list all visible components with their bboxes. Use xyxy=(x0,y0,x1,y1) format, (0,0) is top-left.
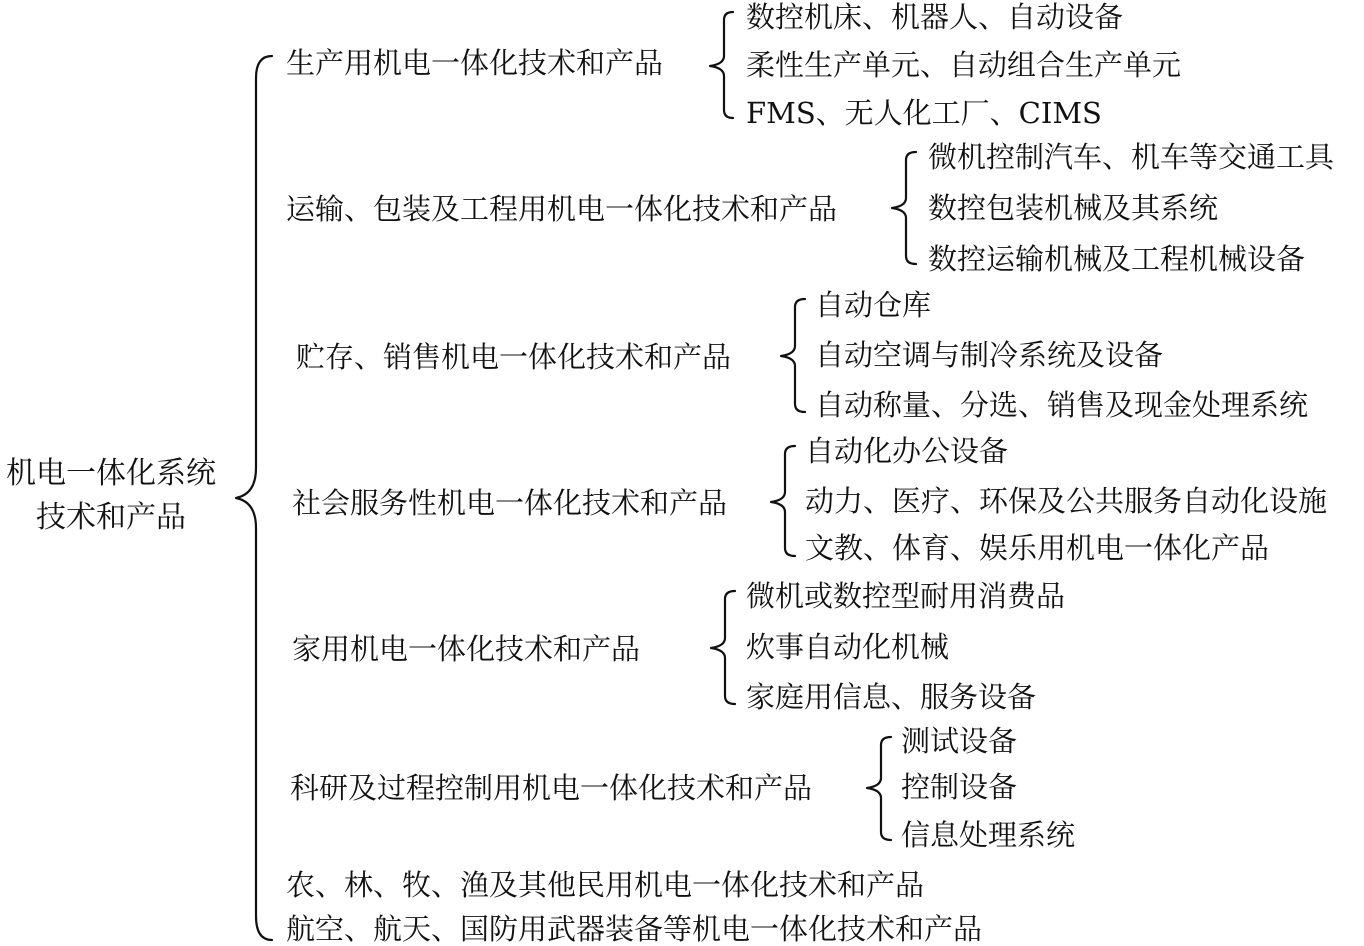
item-label: 数控运输机械及工程机械设备 xyxy=(928,242,1306,276)
item-label: 自动仓库 xyxy=(815,288,932,322)
category-label: 生产用机电一体化技术和产品 xyxy=(286,46,664,80)
brace-cat-0 xyxy=(710,12,733,118)
item-label: 信息处理系统 xyxy=(901,818,1076,852)
category-label: 农、林、牧、渔及其他民用机电一体化技术和产品 xyxy=(286,868,925,902)
item-label: 柔性生产单元、自动组合生产单元 xyxy=(746,48,1182,82)
brace-cat-3 xyxy=(771,446,795,556)
item-label: 炊事自动化机械 xyxy=(746,630,950,664)
item-label: 自动称量、分选、销售及现金处理系统 xyxy=(815,388,1309,422)
category-label: 社会服务性机电一体化技术和产品 xyxy=(292,486,728,520)
item-label: FMS、无人化工厂、CIMS xyxy=(746,96,1102,130)
root-brace xyxy=(236,56,272,940)
category-label: 科研及过程控制用机电一体化技术和产品 xyxy=(290,771,813,805)
item-label: 动力、医疗、环保及公共服务自动化设施 xyxy=(805,484,1328,518)
category-label: 航空、航天、国防用武器装备等机电一体化技术和产品 xyxy=(286,912,983,946)
brace-cat-4 xyxy=(711,591,735,704)
item-label: 数控机床、机器人、自动设备 xyxy=(746,0,1124,34)
item-label: 微机控制汽车、机车等交通工具 xyxy=(928,140,1335,174)
category-label: 贮存、销售机电一体化技术和产品 xyxy=(296,340,732,374)
root-line1: 机电一体化系统 xyxy=(6,456,216,491)
root-label xyxy=(4,452,218,540)
item-label: 文教、体育、娱乐用机电一体化产品 xyxy=(805,531,1270,565)
item-label: 控制设备 xyxy=(901,770,1018,804)
category-label: 运输、包装及工程用机电一体化技术和产品 xyxy=(286,192,838,226)
item-label: 微机或数控型耐用消费品 xyxy=(746,579,1066,613)
item-label: 自动化办公设备 xyxy=(805,434,1009,468)
item-label: 自动空调与制冷系统及设备 xyxy=(815,338,1164,372)
brace-cat-2 xyxy=(781,299,805,412)
brace-cat-1 xyxy=(892,152,916,264)
category-label: 家用机电一体化技术和产品 xyxy=(292,632,641,666)
item-label: 数控包装机械及其系统 xyxy=(928,191,1219,225)
item-label: 家庭用信息、服务设备 xyxy=(746,680,1037,714)
brace-cat-5 xyxy=(867,737,891,840)
root-line2: 技术和产品 xyxy=(36,500,186,535)
item-label: 测试设备 xyxy=(901,724,1018,758)
